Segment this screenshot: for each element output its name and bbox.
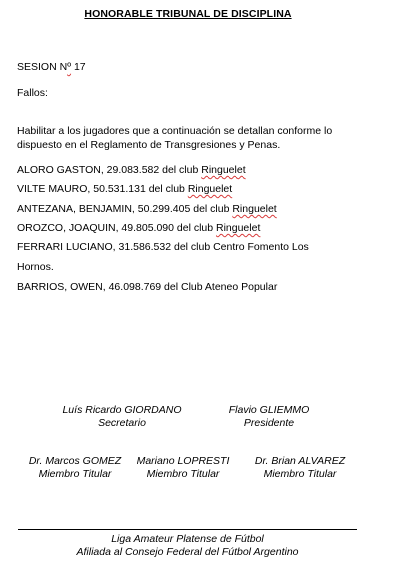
player-line	[17, 203, 277, 216]
session-number: 17	[73, 61, 86, 73]
player-line	[17, 183, 232, 196]
signatory-role: Miembro Titular	[263, 468, 337, 480]
signatory-name: Flavio GLIEMMO	[228, 404, 310, 416]
document-title: HONORABLE TRIBUNAL DE DISCIPLINA	[84, 8, 292, 20]
footer-divider	[18, 529, 357, 530]
footer-league-name: Liga Amateur Platense de Fútbol	[111, 533, 264, 545]
player-line: BARRIOS, OWEN, 46.098.769 del Club Ateneo Popular	[17, 281, 278, 293]
signatory-role: Miembro Titular	[38, 468, 112, 480]
player-club: Ringuelet	[232, 203, 277, 215]
signature-block-presidente	[219, 404, 319, 430]
signatory-role: Presidente	[243, 417, 295, 429]
signature-block-secretario	[58, 404, 186, 430]
player-line	[17, 164, 246, 177]
signatory-name: Dr. Brian ALVAREZ	[254, 455, 346, 467]
player-text: ALORO GASTON, 29.083.582 del club	[17, 164, 202, 176]
session-heading	[17, 61, 86, 74]
signatory-name: Dr. Marcos GOMEZ	[28, 455, 122, 467]
footer-affiliation: Afiliada al Consejo Federal del Fútbol Argentino	[76, 546, 299, 558]
player-club: Ringuelet	[187, 183, 233, 195]
session-number-symbol: º	[67, 61, 72, 73]
signature-block-lopresti	[131, 455, 235, 481]
signature-block-gomez	[22, 455, 128, 481]
player-line	[17, 222, 260, 235]
player-club: Ringuelet	[201, 164, 246, 176]
signatory-name: Mariano LOPRESTI	[136, 455, 230, 467]
session-label: SESION N	[17, 61, 68, 73]
intro-paragraph: Habilitar a los jugadores que a continuación se detallan conforme lo dispuesto en el Reglamento de Transgresiones y Penas.	[17, 125, 333, 151]
fallos-label: Fallos:	[17, 87, 48, 99]
signatory-role: Secretario	[98, 417, 146, 429]
player-text: OROZCO, JOAQUIN, 49.805.090 del club	[17, 222, 216, 234]
player-text: VILTE MAURO, 50.531.131 del club	[17, 183, 188, 195]
player-club: Ringuelet	[216, 222, 261, 234]
signature-block-alvarez	[245, 455, 355, 481]
player-line: FERRARI LUCIANO, 31.586.532 del club Centro Fomento Los	[17, 241, 309, 253]
player-text: ANTEZANA, BENJAMIN, 50.299.405 del club	[17, 203, 233, 215]
player-line-continuation: Hornos.	[17, 261, 54, 273]
signatory-role: Miembro Titular	[146, 468, 220, 480]
signatory-name: Luís Ricardo GIORDANO	[62, 404, 182, 416]
